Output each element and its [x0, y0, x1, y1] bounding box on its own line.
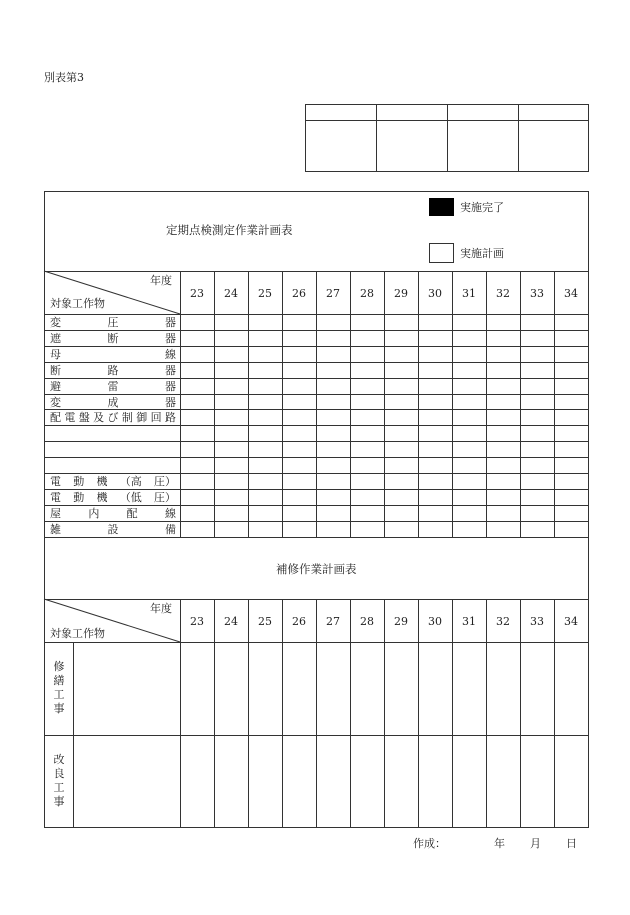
- document-label: 別表第3: [44, 71, 84, 84]
- row-label-char: 路: [165, 411, 176, 425]
- row-label-char: 断: [50, 363, 61, 377]
- row-label-char: 電: [50, 475, 61, 488]
- year-23: 23: [190, 287, 204, 300]
- repair-group-char: 改: [53, 753, 65, 766]
- year-31: 31: [462, 287, 476, 300]
- row-label-char: 電: [50, 490, 61, 504]
- year-29: 29: [394, 287, 408, 300]
- row-label-char: 断: [107, 331, 119, 345]
- repair-group-char: 繕: [53, 674, 65, 687]
- row-label-char: 器: [165, 363, 176, 377]
- year-25: 25: [258, 287, 272, 300]
- row-label-char: 母: [50, 347, 61, 361]
- row-label-char: 屋: [50, 506, 61, 520]
- row-label-char: 制: [121, 411, 133, 425]
- year-34: 34: [564, 287, 578, 300]
- row-label-char: （低: [119, 490, 142, 504]
- row-label-char: 雑: [50, 522, 61, 536]
- repair-year-27: 27: [326, 615, 340, 628]
- repair-title: 補修作業計画表: [276, 562, 357, 576]
- footer-month-label: 月: [530, 837, 541, 850]
- repair-group-char: 事: [53, 795, 65, 808]
- repair-year-34: 34: [564, 615, 578, 628]
- year-header-label: 年度: [150, 274, 172, 287]
- row-label-char: 成: [107, 395, 119, 409]
- row-label-char: 器: [165, 316, 176, 329]
- row-label-char: 路: [107, 363, 119, 377]
- repair-year-30: 30: [428, 615, 442, 628]
- repair-year-26: 26: [292, 615, 306, 628]
- object-header-label: 対象工作物: [50, 297, 105, 310]
- footer-year-label: 年: [494, 837, 505, 850]
- row-label-char: 圧）: [154, 490, 176, 504]
- row-label-char: 器: [165, 395, 176, 409]
- year-30: 30: [428, 287, 442, 300]
- repair-year-33: 33: [530, 615, 544, 628]
- repair-year-32: 32: [496, 615, 510, 628]
- row-label-char: 設: [107, 522, 119, 536]
- year-26: 26: [292, 287, 306, 300]
- row-label-char: 遮: [50, 331, 61, 345]
- row-label-char: 配: [50, 411, 61, 425]
- year-28: 28: [360, 287, 374, 300]
- legend-done-label: 実施完了: [460, 201, 504, 214]
- footer-created-label: 作成：: [413, 837, 446, 850]
- row-label-char: （高: [119, 475, 142, 488]
- row-label-char: 及: [93, 411, 105, 425]
- row-label-char: 変: [50, 316, 61, 329]
- repair-year-28: 28: [360, 615, 374, 628]
- repair-year-23: 23: [190, 615, 204, 628]
- repair-year-31: 31: [462, 615, 476, 628]
- row-label-char: 配: [126, 506, 138, 520]
- row-label-char: 動: [73, 490, 85, 504]
- row-label-char: 備: [165, 522, 176, 536]
- repair-group-char: 工: [53, 688, 65, 701]
- row-label-char: び: [107, 411, 119, 425]
- row-label-char: 線: [164, 506, 176, 520]
- repair-group-char: 良: [53, 767, 65, 780]
- row-label-char: 回: [150, 411, 162, 425]
- row-label-char: 内: [88, 506, 100, 520]
- footer-day-label: 日: [566, 837, 577, 850]
- row-label-char: 変: [50, 395, 61, 409]
- repair-group-char: 事: [53, 702, 65, 715]
- row-label-char: 機: [96, 490, 108, 504]
- year-27: 27: [326, 287, 340, 300]
- repair-year-header-label: 年度: [150, 602, 172, 615]
- row-label-char: 圧）: [154, 475, 176, 488]
- repair-object-header-label: 対象工作物: [50, 627, 105, 640]
- row-label-char: 雷: [107, 379, 119, 393]
- repair-year-25: 25: [258, 615, 272, 628]
- year-32: 32: [496, 287, 510, 300]
- row-label-char: 線: [165, 347, 176, 361]
- row-label-char: 電: [64, 411, 76, 425]
- row-label-char: 機: [96, 475, 108, 488]
- repair-group-char: 修: [53, 660, 65, 673]
- main-title: 定期点検測定作業計画表: [166, 223, 293, 237]
- row-label-char: 圧: [107, 316, 119, 329]
- row-label-char: 盤: [78, 411, 90, 425]
- repair-year-24: 24: [224, 615, 238, 628]
- row-label-char: 動: [73, 475, 85, 488]
- repair-year-29: 29: [394, 615, 408, 628]
- legend-planned-label: 実施計画: [460, 247, 504, 260]
- row-label-char: 避: [50, 379, 61, 393]
- row-label-char: 御: [136, 411, 148, 425]
- row-label-char: 器: [165, 379, 176, 393]
- year-33: 33: [530, 287, 544, 300]
- year-24: 24: [224, 287, 238, 300]
- repair-group-char: 工: [53, 781, 65, 794]
- row-label-char: 器: [165, 331, 176, 345]
